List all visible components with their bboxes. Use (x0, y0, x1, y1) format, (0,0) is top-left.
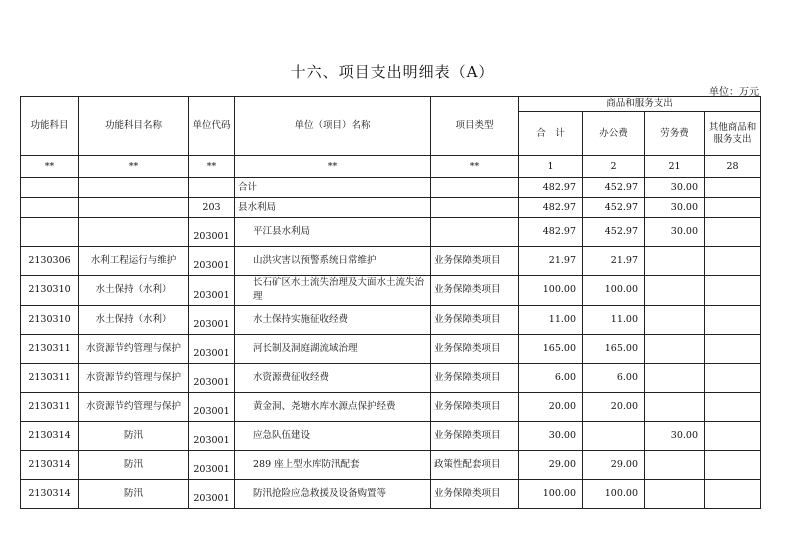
table-row (21, 363, 761, 392)
office-cell: 452.97 (583, 198, 645, 218)
func-name-cell: 防汛 (79, 421, 189, 450)
unit-name-cell: 黄金洞、尧塘水库水源点保护经费 (235, 392, 431, 421)
total-cell: 30.00 (519, 421, 583, 450)
project-type-cell (431, 198, 519, 218)
func-code-cell: 2130314 (21, 421, 79, 450)
func-name-cell: 防汛 (79, 450, 189, 479)
func-name-cell (79, 218, 189, 247)
func-code-cell: 2130311 (21, 363, 79, 392)
labor-cell: 30.00 (645, 178, 705, 198)
unit-code-cell: 203001 (189, 305, 235, 334)
total-cell: 482.97 (519, 198, 583, 218)
func-code-cell (21, 178, 79, 198)
unit-code-cell: 203001 (189, 421, 235, 450)
project-type-cell: 业务保障类项目 (431, 305, 519, 334)
table-row (21, 479, 761, 508)
table-row (21, 276, 761, 306)
unit-name-cell: 防汛抢险应急救援及设备购置等 (235, 479, 431, 508)
unit-name-cell: 合计 (235, 178, 431, 198)
index-row (21, 156, 761, 178)
unit-code-cell: 203001 (189, 247, 235, 276)
total-cell: 482.97 (519, 218, 583, 247)
func-name-cell: 水土保持（水利） (79, 305, 189, 334)
header-func-code: 功能科目 (21, 97, 79, 156)
office-cell: 20.00 (583, 392, 645, 421)
labor-cell (645, 479, 705, 508)
index-cell: 1 (519, 156, 583, 178)
func-name-cell: 防汛 (79, 479, 189, 508)
labor-cell (645, 247, 705, 276)
unit-code-cell: 203001 (189, 334, 235, 363)
index-cell: 28 (705, 156, 761, 178)
func-code-cell: 2130306 (21, 247, 79, 276)
office-cell (583, 421, 645, 450)
office-cell: 165.00 (583, 334, 645, 363)
office-cell: 6.00 (583, 363, 645, 392)
office-cell: 452.97 (583, 178, 645, 198)
unit-name-cell: 水资源费征收经费 (235, 363, 431, 392)
unit-name-cell: 水土保持实施征收经费 (235, 305, 431, 334)
unit-name-cell: 平江县水利局 (235, 218, 431, 247)
total-cell: 100.00 (519, 276, 583, 306)
other-cell (705, 479, 761, 508)
func-name-cell: 水土保持（水利） (79, 276, 189, 306)
office-cell: 11.00 (583, 305, 645, 334)
index-cell: ** (21, 156, 79, 178)
office-cell: 29.00 (583, 450, 645, 479)
header-total: 合 计 (519, 112, 583, 156)
unit-name-cell: 山洪灾害以预警系统日常维护 (235, 247, 431, 276)
index-cell: 21 (645, 156, 705, 178)
other-cell (705, 421, 761, 450)
project-type-cell: 业务保障类项目 (431, 421, 519, 450)
func-code-cell: 2130311 (21, 392, 79, 421)
labor-cell (645, 450, 705, 479)
table-row (21, 218, 761, 247)
other-cell (705, 218, 761, 247)
unit-name-cell: 长石矿区水土流失治理及大面水土流失治理 (235, 276, 431, 306)
project-type-cell (431, 218, 519, 247)
index-cell: ** (235, 156, 431, 178)
unit-code-cell: 203 (189, 198, 235, 218)
total-cell: 11.00 (519, 305, 583, 334)
func-code-cell: 2130310 (21, 276, 79, 306)
func-code-cell: 2130314 (21, 450, 79, 479)
other-cell (705, 198, 761, 218)
header-unit-name: 单位（项目）名称 (235, 97, 431, 156)
project-type-cell: 业务保障类项目 (431, 247, 519, 276)
header-other: 其他商品和服务支出 (705, 112, 761, 156)
table-row (21, 247, 761, 276)
table-row (21, 198, 761, 218)
total-cell: 29.00 (519, 450, 583, 479)
header-labor: 劳务费 (645, 112, 705, 156)
index-cell: ** (189, 156, 235, 178)
project-type-cell: 业务保障类项目 (431, 479, 519, 508)
labor-cell: 30.00 (645, 421, 705, 450)
func-name-cell (79, 178, 189, 198)
total-cell: 21.97 (519, 247, 583, 276)
func-code-cell (21, 218, 79, 247)
unit-code-cell: 203001 (189, 218, 235, 247)
unit-code-cell: 203001 (189, 450, 235, 479)
other-cell (705, 450, 761, 479)
other-cell (705, 334, 761, 363)
table-row (21, 334, 761, 363)
labor-cell (645, 392, 705, 421)
office-cell: 452.97 (583, 218, 645, 247)
labor-cell: 30.00 (645, 198, 705, 218)
page-title: 十六、项目支出明细表（A） (290, 63, 495, 81)
index-cell: ** (431, 156, 519, 178)
header-unit-code: 单位代码 (189, 97, 235, 156)
index-cell: ** (79, 156, 189, 178)
func-name-cell: 水资源节约管理与保护 (79, 363, 189, 392)
labor-cell (645, 334, 705, 363)
other-cell (705, 363, 761, 392)
other-cell (705, 276, 761, 306)
unit-code-cell (189, 178, 235, 198)
func-name-cell (79, 198, 189, 218)
labor-cell (645, 305, 705, 334)
table-row (21, 305, 761, 334)
index-cell: 2 (583, 156, 645, 178)
table-row (21, 450, 761, 479)
unit-code-cell: 203001 (189, 363, 235, 392)
header-func-name: 功能科目名称 (79, 97, 189, 156)
func-name-cell: 水资源节约管理与保护 (79, 334, 189, 363)
project-type-cell (431, 178, 519, 198)
other-cell (705, 392, 761, 421)
project-expenditure-table (20, 96, 761, 509)
func-code-cell: 2130311 (21, 334, 79, 363)
unit-name-cell: 应急队伍建设 (235, 421, 431, 450)
office-cell: 21.97 (583, 247, 645, 276)
table-row (21, 392, 761, 421)
office-cell: 100.00 (583, 479, 645, 508)
header-project-type: 项目类型 (431, 97, 519, 156)
table-row (21, 178, 761, 198)
unit-code-cell: 203001 (189, 392, 235, 421)
table-row (21, 421, 761, 450)
unit-name-cell: 289 座上型水库防汛配套 (235, 450, 431, 479)
project-type-cell: 业务保障类项目 (431, 334, 519, 363)
project-type-cell: 业务保障类项目 (431, 363, 519, 392)
labor-cell (645, 276, 705, 306)
unit-code-cell: 203001 (189, 479, 235, 508)
total-cell: 482.97 (519, 178, 583, 198)
project-type-cell: 政策性配套项目 (431, 450, 519, 479)
func-name-cell: 水利工程运行与维护 (79, 247, 189, 276)
unit-label: 单位：万元 (709, 87, 759, 98)
project-type-cell: 业务保障类项目 (431, 276, 519, 306)
labor-cell: 30.00 (645, 218, 705, 247)
total-cell: 100.00 (519, 479, 583, 508)
labor-cell (645, 363, 705, 392)
unit-name-cell: 河长制及洞庭湖流域治理 (235, 334, 431, 363)
office-cell: 100.00 (583, 276, 645, 306)
total-cell: 20.00 (519, 392, 583, 421)
header-goods-services-group: 商品和服务支出 (519, 97, 761, 112)
total-cell: 6.00 (519, 363, 583, 392)
func-code-cell (21, 198, 79, 218)
other-cell (705, 305, 761, 334)
func-name-cell: 水资源节约管理与保护 (79, 392, 189, 421)
header-office: 办公费 (583, 112, 645, 156)
unit-code-cell: 203001 (189, 276, 235, 306)
other-cell (705, 247, 761, 276)
project-type-cell: 业务保障类项目 (431, 392, 519, 421)
total-cell: 165.00 (519, 334, 583, 363)
unit-name-cell: 县水利局 (235, 198, 431, 218)
func-code-cell: 2130310 (21, 305, 79, 334)
func-code-cell: 2130314 (21, 479, 79, 508)
other-cell (705, 178, 761, 198)
